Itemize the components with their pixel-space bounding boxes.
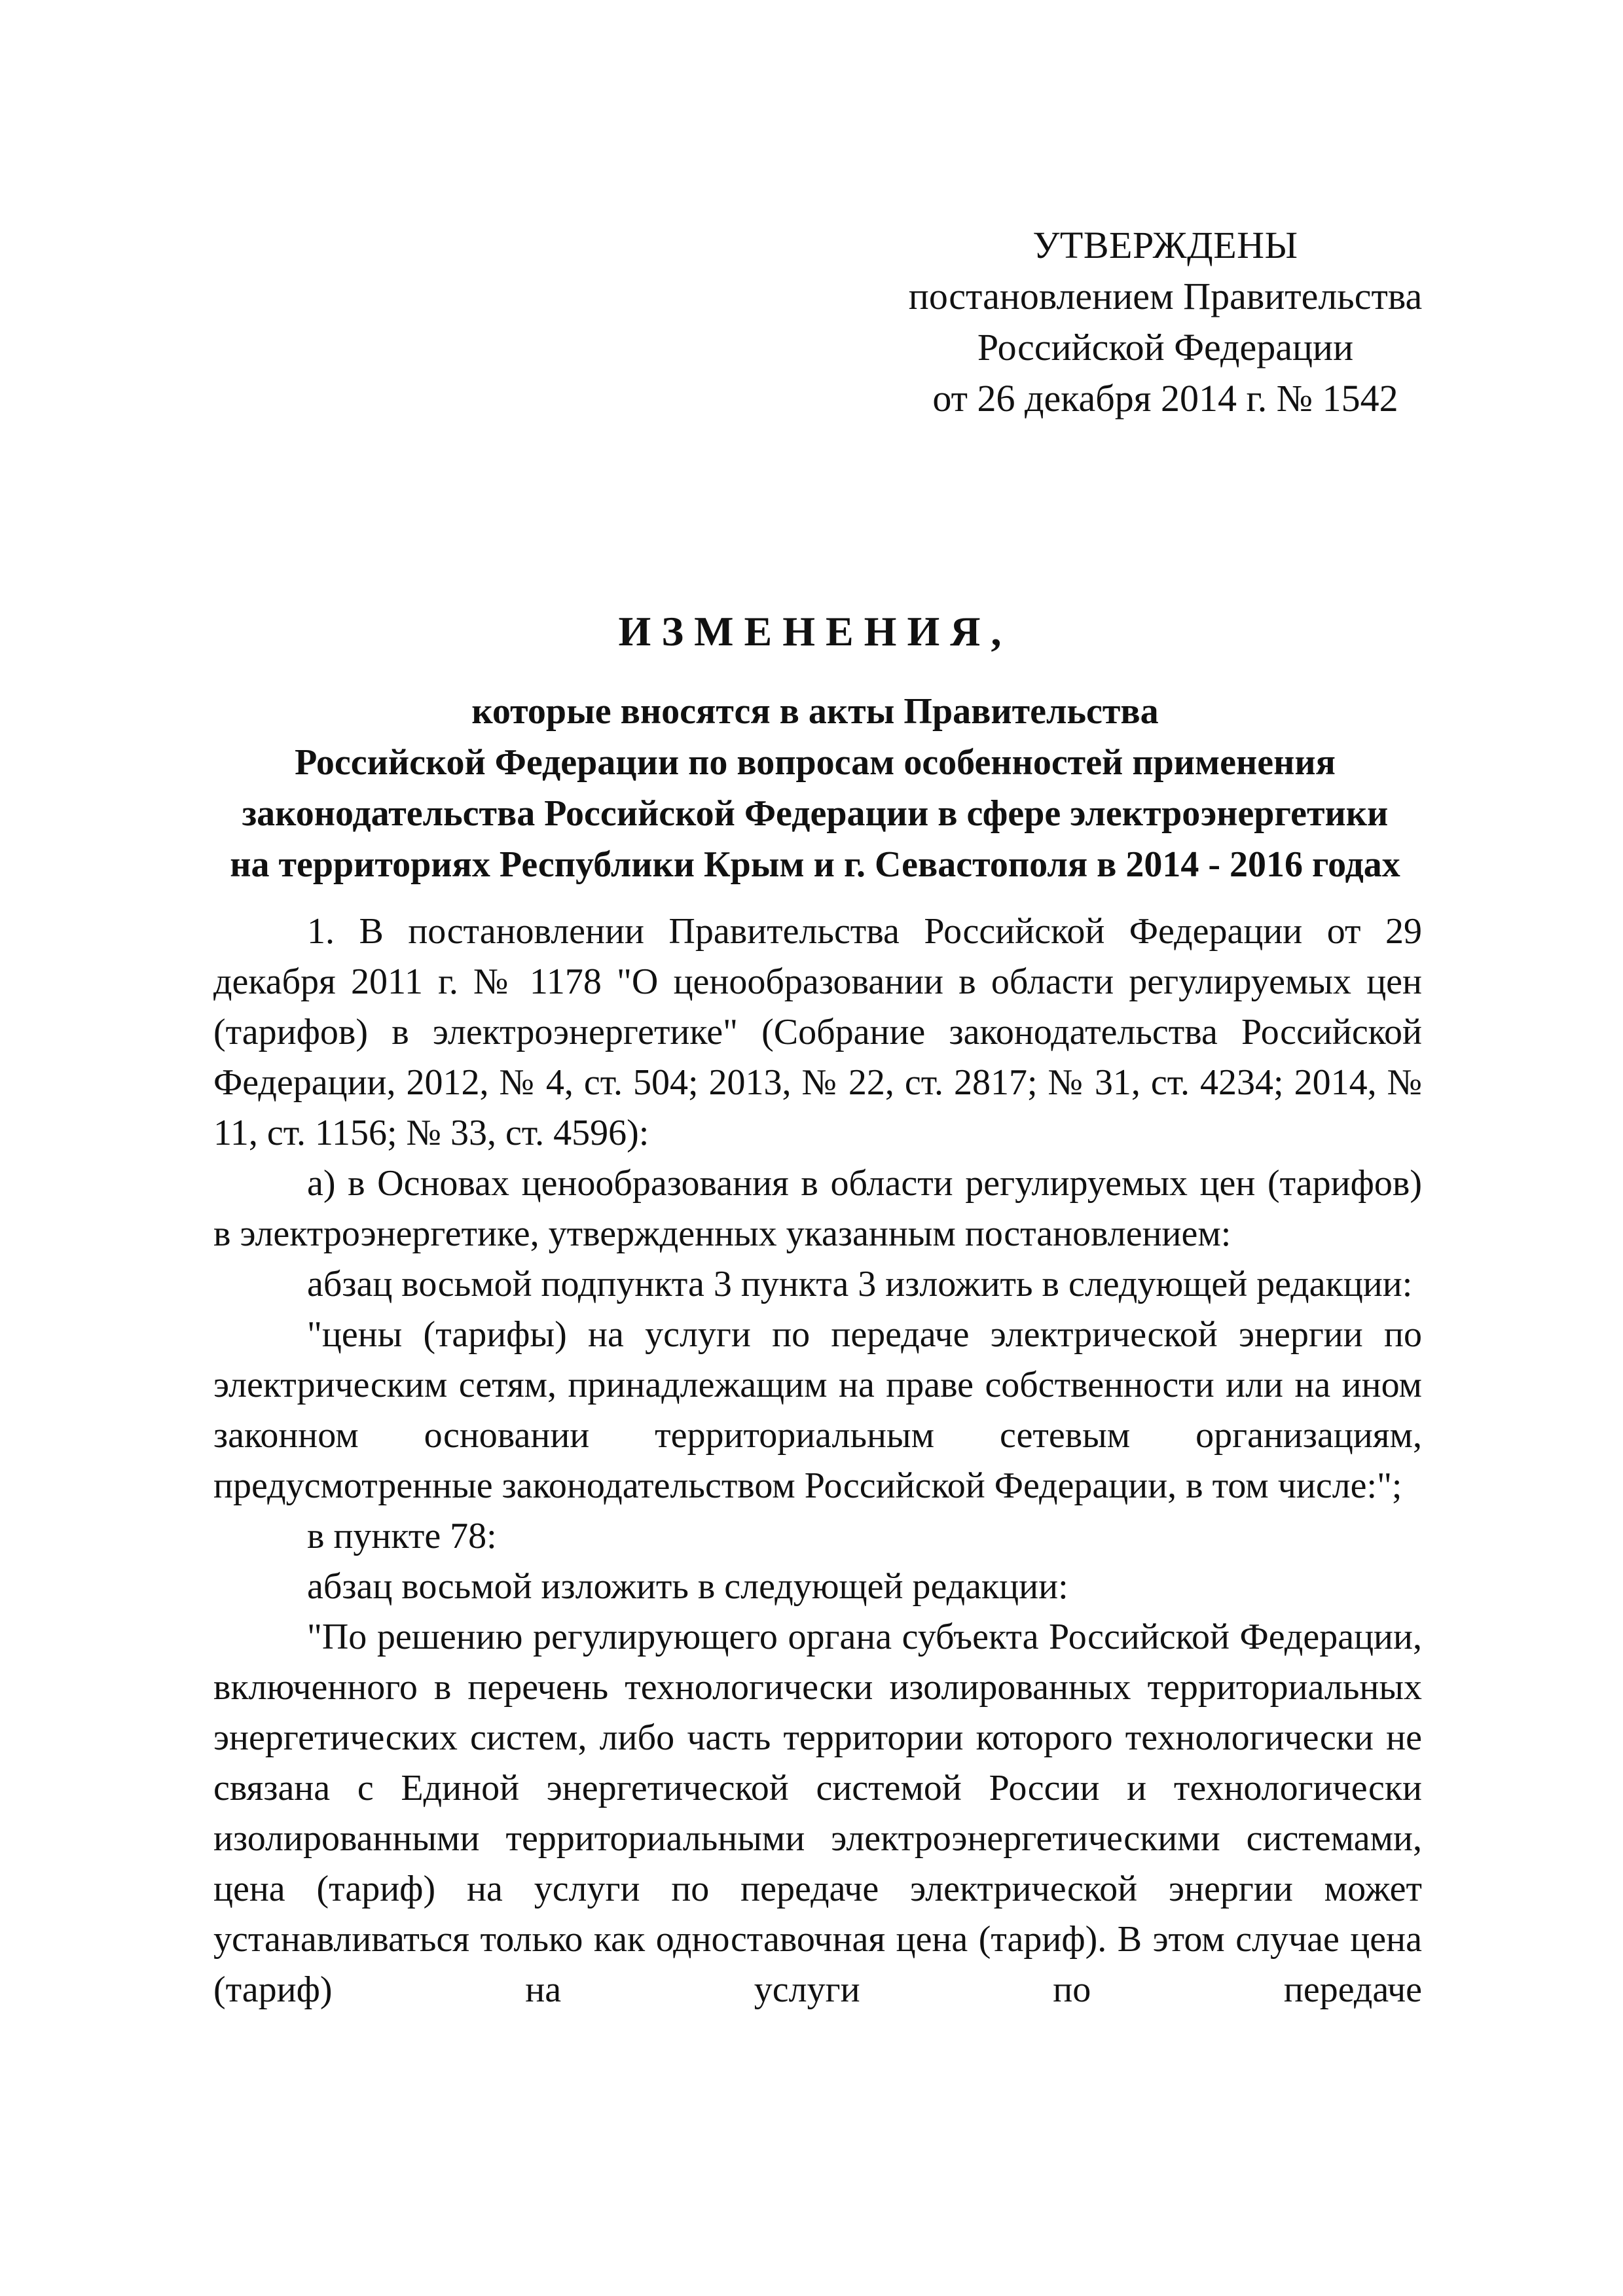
title-line-4: на территориях Республики Крым и г. Севастополя в 2014 - 2016 годах [230,844,1400,885]
document-title [183,602,1447,890]
title-line-2: Российской Федерации по вопросам особенностей применения [295,742,1336,783]
paragraph-7: "По решению регулирующего органа субъекта Российской Федерации, включенного в перечень технологически изолированных территориальных энергетических систем, либо часть территории которого технологически не связана с Единой энергетической системой России и технологически изолированными территориальными электроэнергетическими системами, цена (тариф) на услуги по передаче электрической энергии может устанавливаться только как одноставочная цена (тариф). В этом случае цена (тариф) на услуги по передаче [213,1617,1422,2010]
paragraph-3: абзац восьмой подпункта 3 пункта 3 изложить в следующей редакции: [307,1264,1413,1304]
paragraph-5: в пункте 78: [307,1516,497,1556]
paragraph-6: абзац восьмой изложить в следующей редакции: [307,1566,1068,1607]
paragraph-2: а) в Основах ценообразования в области регулируемых цен (тарифов) в электроэнергетике, утвержденных указанным постановлением: [213,1163,1422,1254]
approval-federation-line: Российской Федерации [977,326,1354,368]
title-line-3: законодательства Российской Федерации в сфере электроэнергетики [242,793,1389,834]
title-heading: ИЗМЕНЕНИЯ, [618,608,1012,655]
title-line-1: которые вносятся в акты Правительства [471,691,1159,732]
paragraph-1: 1. В постановлении Правительства Российской Федерации от 29 декабря 2011 г. № 1178 "О ценообразовании в области регулируемых цен (тарифов) в электроэнергетике" (Собрание законодательства Российской Федерации, 2012, № 4, ст. 504; 2013, № 22, ст. 2817; № 31, ст. 4234; 2014, № 11, ст. 1156; № 33, ст. 4596): [213,911,1422,1153]
approval-block [871,220,1460,424]
document-body [213,906,1422,2015]
approval-decree-line: постановлением Правительства [908,275,1423,317]
approval-approved-word: УТВЕРЖДЕНЫ [1032,224,1298,266]
paragraph-4: "цены (тарифы) на услуги по передаче электрической энергии по электрическим сетям, принадлежащим на праве собственности или на ином законном основании территориальным сетевым организациям, предусмотренные законодательством Российской Федерации, в том числе:"; [213,1314,1422,1506]
approval-date-number-line: от 26 декабря 2014 г. № 1542 [932,377,1398,420]
